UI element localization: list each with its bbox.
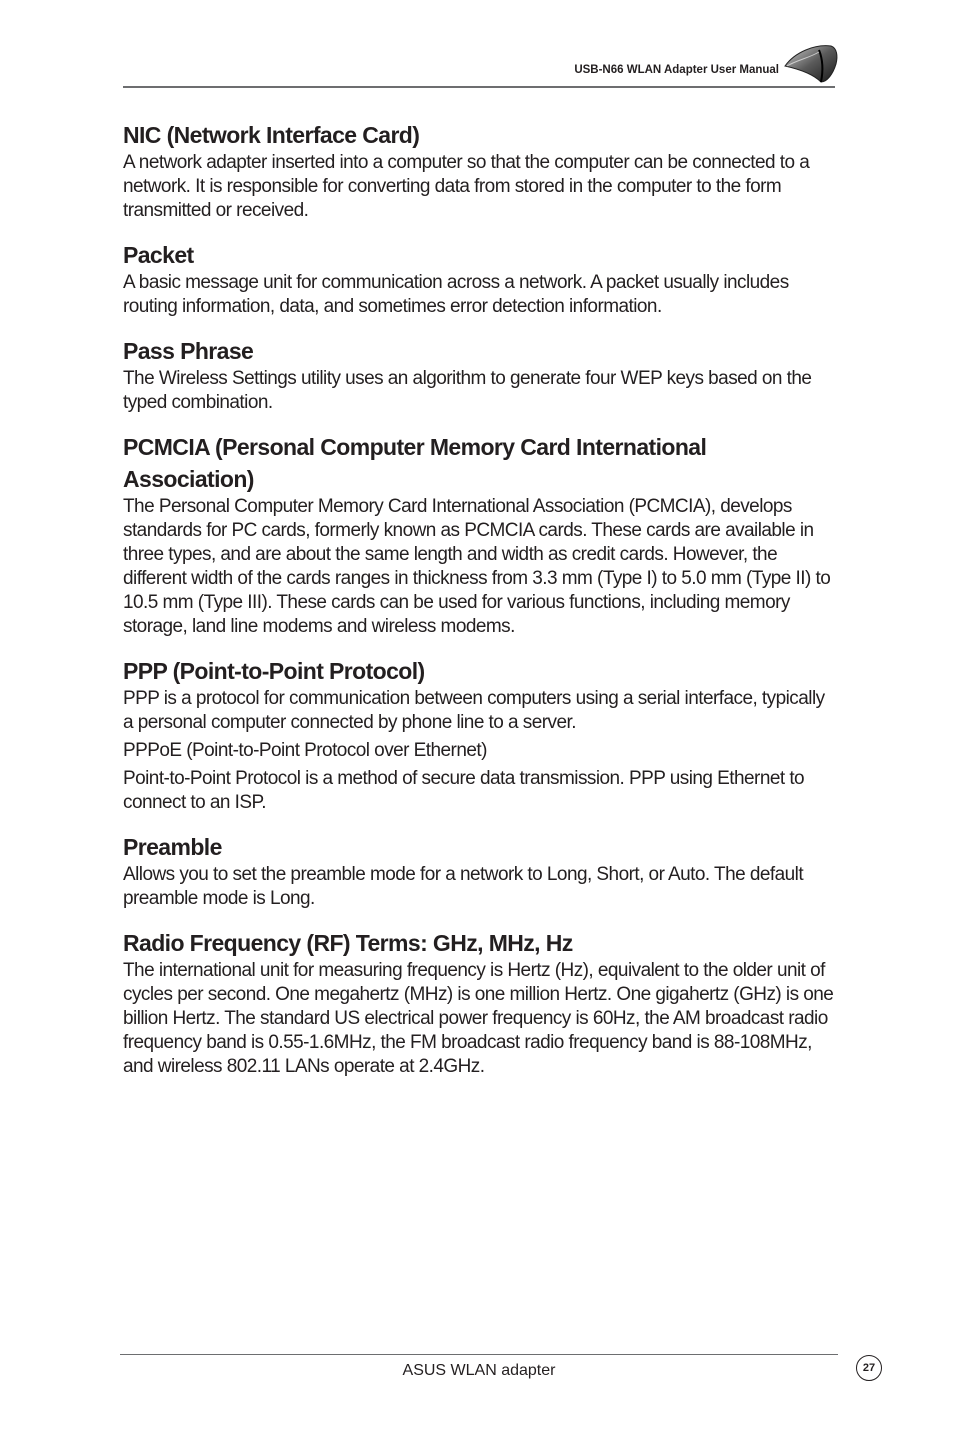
- section-paragraph: A network adapter inserted into a computer so that the computer can be connected to a network. It is responsible for converting data from stored in the computer to the form transmitted or received.: [123, 152, 810, 221]
- section-paragraph: The Personal Computer Memory Card International Association (PCMCIA), develops standards for PC cards, formerly known as PCMCIA cards. These cards are available in three types, and are about the same length and width as credit cards. However, the different width of the cards ranges in thickness from 3.3 mm (Type I) to 5.0 mm (Type II) to 10.5 mm (Type III). These cards can be used for various functions, including memory storage, land line modems and wireless modems.: [123, 496, 831, 637]
- section-heading: Packet: [123, 242, 194, 268]
- section-preamble: [123, 831, 839, 911]
- section-heading: Pass Phrase: [123, 338, 254, 364]
- manual-title: USB-N66 WLAN Adapter User Manual: [574, 64, 779, 76]
- section-paragraph: Allows you to set the preamble mode for a network to Long, Short, or Auto. The default preamble mode is Long.: [123, 864, 804, 909]
- section-ppp: [123, 655, 839, 815]
- section-paragraph: PPPoE (Point-to-Point Protocol over Ethernet): [123, 740, 487, 761]
- section-heading: Radio Frequency (RF) Terms: GHz, MHz, Hz: [123, 930, 573, 956]
- section-paragraph: A basic message unit for communication across a network. A packet usually includes routing information, data, and sometimes error detection information.: [123, 272, 789, 317]
- page-number: 27: [856, 1355, 882, 1381]
- section-heading: PCMCIA (Personal Computer Memory Card International Association): [123, 434, 707, 492]
- glossary-content: [123, 119, 839, 1095]
- section-heading: NIC (Network Interface Card): [123, 122, 420, 148]
- usb-adapter-image: [781, 42, 839, 84]
- section-paragraph: PPP is a protocol for communication between computers using a serial interface, typically a personal computer connected by phone line to a server.: [123, 688, 825, 733]
- section-heading: PPP (Point-to-Point Protocol): [123, 658, 425, 684]
- section-packet: [123, 239, 839, 319]
- section-pcmcia: [123, 431, 839, 639]
- footer-text: ASUS WLAN adapter: [402, 1362, 556, 1379]
- section-nic: [123, 119, 839, 223]
- header-divider: [123, 86, 835, 88]
- footer-divider: [120, 1354, 838, 1355]
- section-paragraph: The Wireless Settings utility uses an algorithm to generate four WEP keys based on the typed combination.: [123, 368, 812, 413]
- section-radio-frequency: [123, 927, 839, 1079]
- section-paragraph: Point-to-Point Protocol is a method of secure data transmission. PPP using Ethernet to connect to an ISP.: [123, 768, 805, 813]
- section-paragraph: The international unit for measuring frequency is Hertz (Hz), equivalent to the older unit of cycles per second. One megahertz (MHz) is one million Hertz. One gigahertz (GHz) is one billion Hertz. The standard US electrical power frequency is 60Hz, the AM broadcast radio frequency band is 0.55-1.6MHz, the FM broadcast radio frequency band is 88-108MHz, and wireless 802.11 LANs operate at 2.4GHz.: [123, 960, 834, 1077]
- page-header: [123, 42, 839, 88]
- section-pass-phrase: [123, 335, 839, 415]
- section-heading: Preamble: [123, 834, 222, 860]
